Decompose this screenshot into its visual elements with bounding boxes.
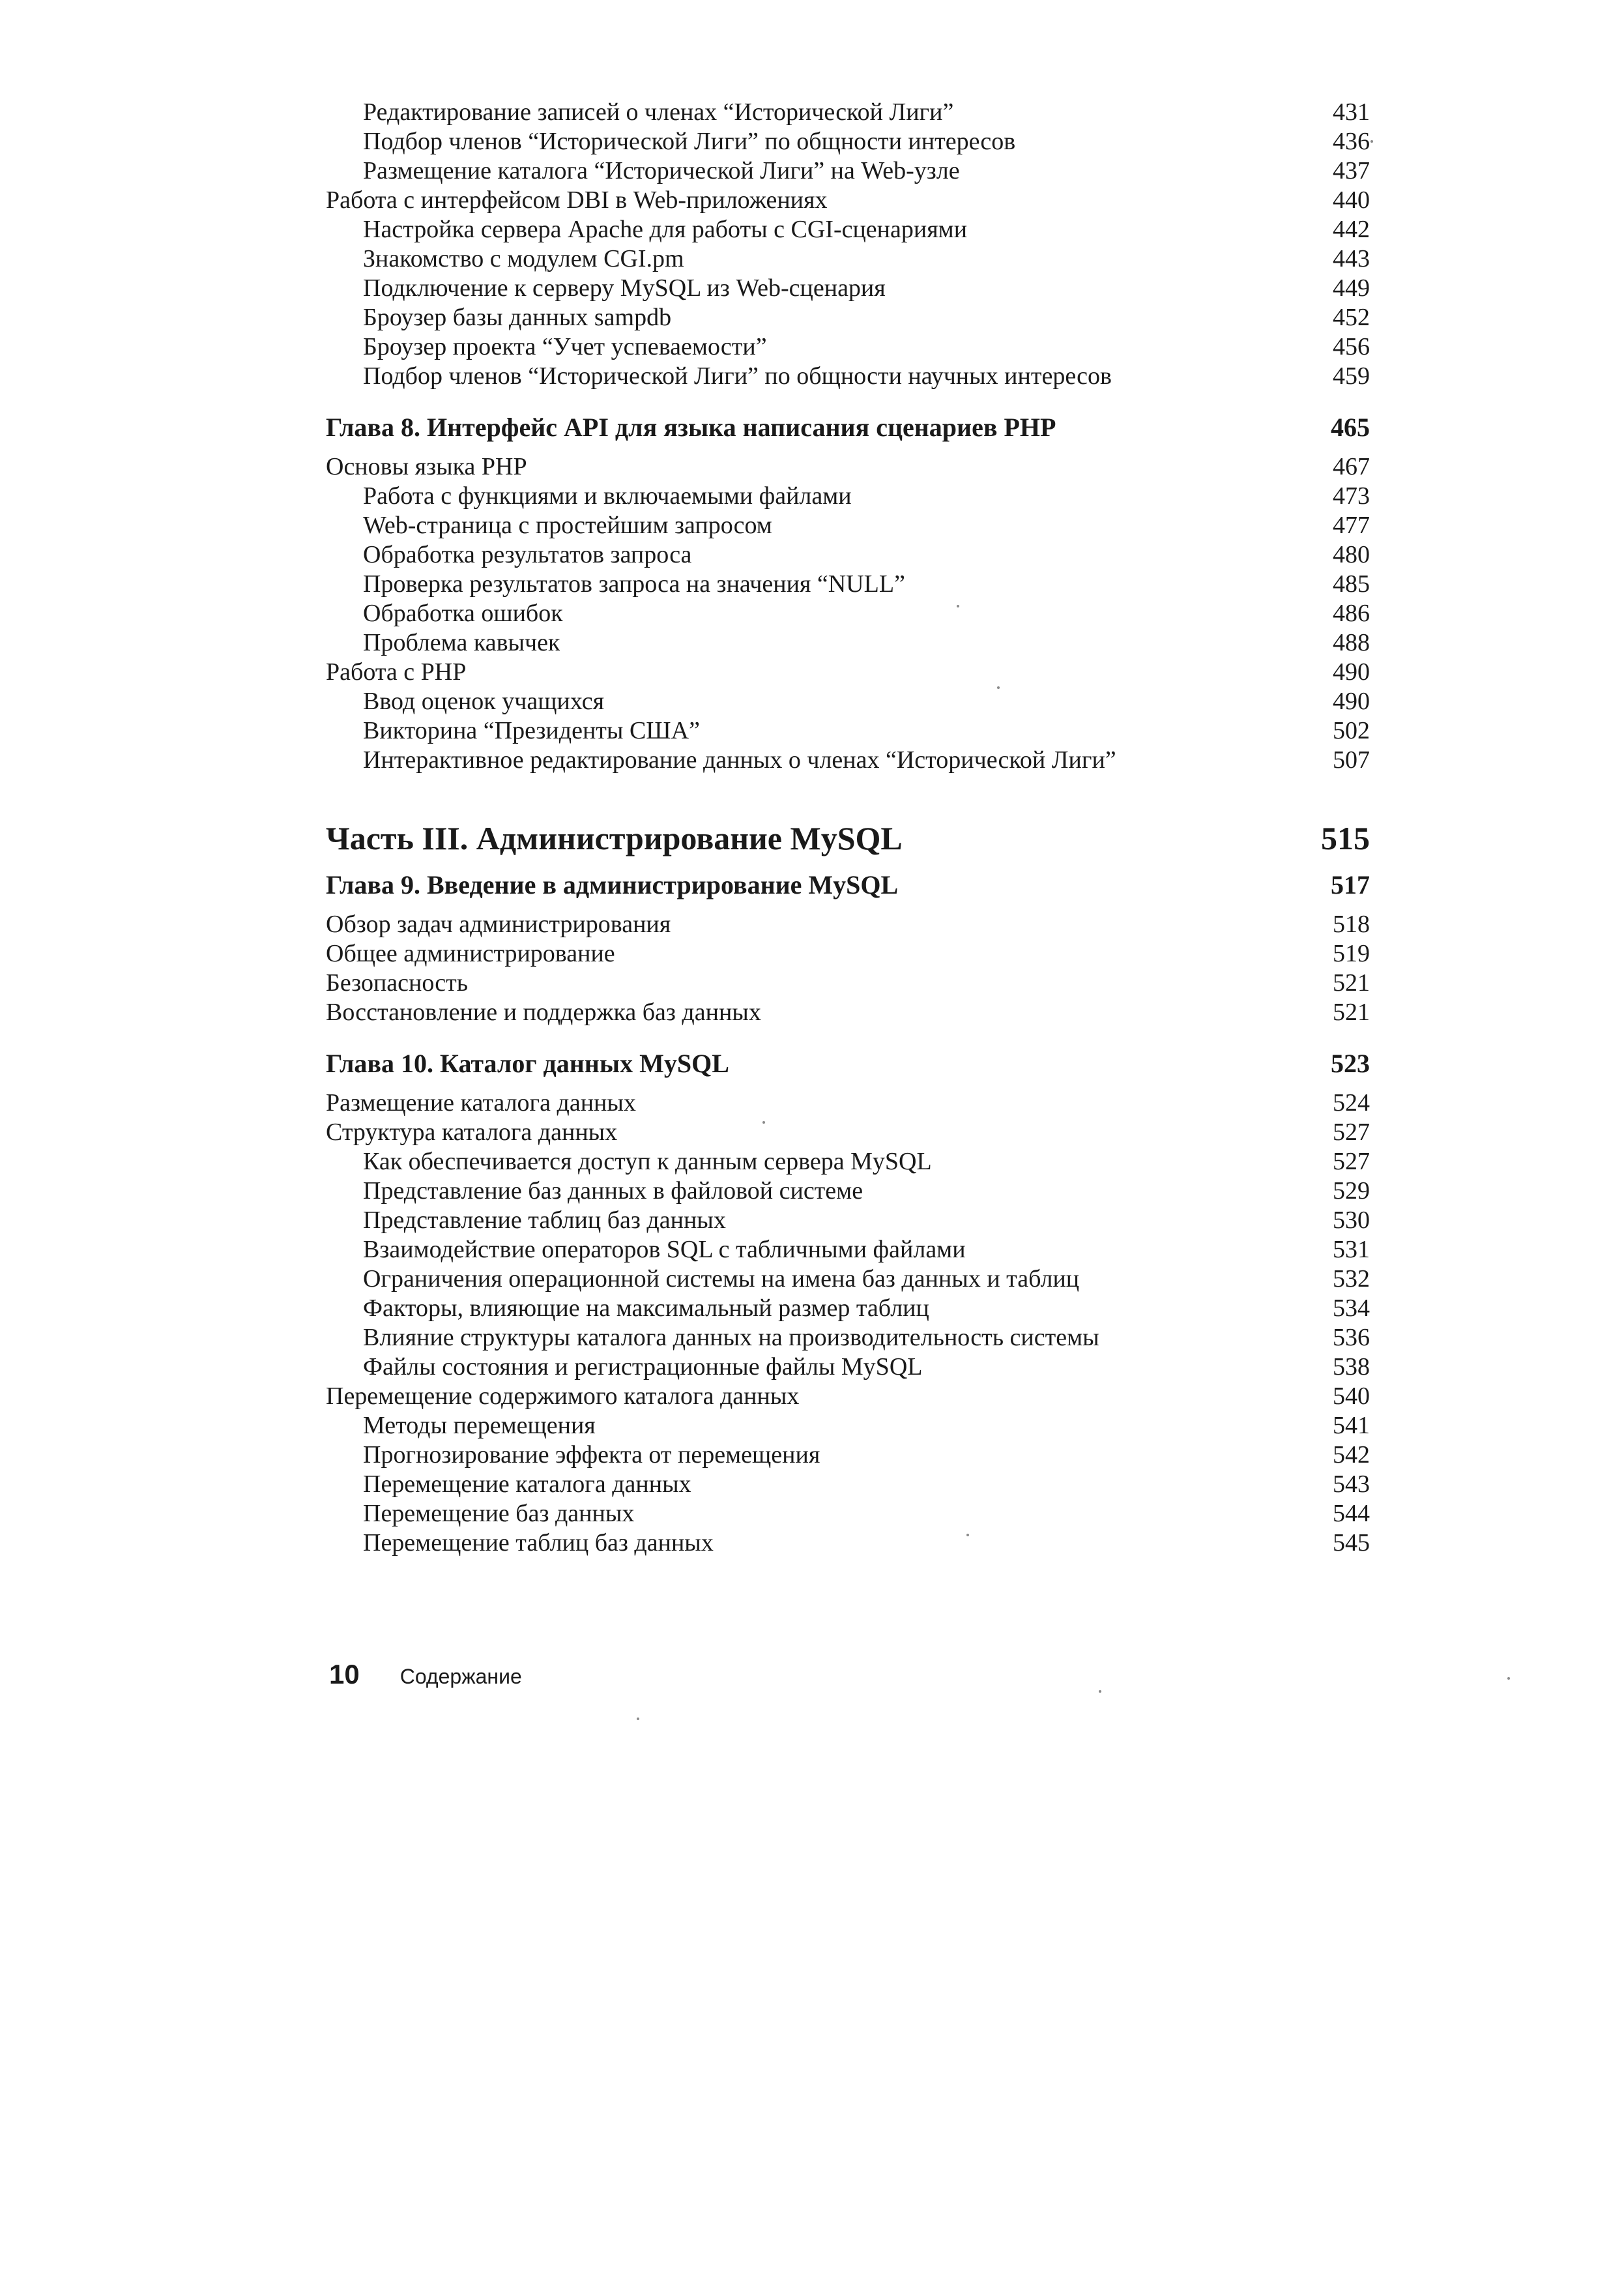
toc-entry-title: Основы языка PHP [326, 453, 527, 480]
toc-subentry [326, 1294, 1370, 1323]
toc-entry-page: 540 [1333, 1382, 1370, 1410]
toc-subentry-page: 442 [1333, 216, 1370, 243]
chapter-heading-page: 517 [1331, 870, 1370, 899]
toc-entry-page: 524 [1333, 1089, 1370, 1117]
toc-subentry-page: 534 [1333, 1294, 1370, 1322]
toc-entry [326, 1118, 1370, 1147]
toc-entry [326, 658, 1370, 687]
toc-subentry-title: Проблема кавычек [363, 629, 560, 656]
toc-subentry-page: 459 [1333, 362, 1370, 390]
toc-subentry-title: Как обеспечивается доступ к данным сервера MySQL [363, 1148, 932, 1175]
toc-entry [326, 969, 1370, 998]
toc-entry [326, 186, 1370, 215]
toc-subentry [326, 303, 1370, 332]
toc-subentry [326, 716, 1370, 746]
toc-subentry [326, 1528, 1370, 1558]
toc-subentry-title: Броузер базы данных sampdb [363, 304, 672, 331]
chapter-heading-title: Глава 9. Введение в администрирование MySQL [326, 870, 899, 899]
toc-subentry-page: 538 [1333, 1353, 1370, 1381]
toc-entry-title: Безопасность [326, 969, 469, 997]
toc-subentry-title: Обработка ошибок [363, 600, 563, 627]
toc-subentry [326, 244, 1370, 274]
toc-subentry [326, 1264, 1370, 1294]
toc-subentry [326, 482, 1370, 511]
toc-entry-title: Работа с интерфейсом DBI в Web-приложениях [326, 186, 828, 214]
toc-subentry-page: 542 [1333, 1441, 1370, 1469]
toc-subentry-title: Проверка результатов запроса на значения “NULL” [363, 570, 905, 598]
toc-subentry-page: 541 [1333, 1412, 1370, 1439]
toc-subentry [326, 570, 1370, 599]
chapter-heading [326, 409, 1370, 446]
toc-entry [326, 910, 1370, 939]
toc-subentry-page: 431 [1333, 98, 1370, 126]
toc-subentry-title: Подключение к серверу MySQL из Web-сценария [363, 274, 886, 302]
toc-subentry-page: 488 [1333, 629, 1370, 656]
page-footer [329, 1659, 522, 1690]
page-number: 10 [329, 1659, 360, 1689]
toc-entry-page: 440 [1333, 186, 1370, 214]
toc-subentry [326, 127, 1370, 156]
scan-speck [1099, 1690, 1101, 1693]
scan-speck [966, 1534, 969, 1536]
toc-subentry [326, 156, 1370, 186]
toc-subentry-page: 544 [1333, 1500, 1370, 1527]
toc-subentry-page: 543 [1333, 1470, 1370, 1498]
toc-subentry [326, 746, 1370, 775]
toc-subentry [326, 1323, 1370, 1352]
toc-subentry [326, 332, 1370, 362]
toc-entry-page: 518 [1333, 911, 1370, 938]
toc-subentry-page: 502 [1333, 717, 1370, 744]
toc-subentry-page: 473 [1333, 482, 1370, 510]
toc-subentry-page: 536 [1333, 1324, 1370, 1351]
toc-subentry-page: 485 [1333, 570, 1370, 598]
toc-entry-page: 521 [1333, 969, 1370, 997]
toc-subentry-title: Взаимодействие операторов SQL с табличными файлами [363, 1236, 966, 1263]
toc-subentry [326, 98, 1370, 127]
toc-subentry-title: Представление таблиц баз данных [363, 1206, 726, 1234]
toc-subentry [326, 687, 1370, 716]
toc-entry-title: Восстановление и поддержка баз данных [326, 999, 761, 1026]
toc-entry-page: 519 [1333, 940, 1370, 967]
toc-subentry-page: 507 [1333, 746, 1370, 774]
toc-subentry-title: Методы перемещения [363, 1412, 596, 1439]
toc-subentry-page: 477 [1333, 512, 1370, 539]
toc-subentry-title: Представление баз данных в файловой системе [363, 1177, 863, 1205]
toc-entry-title: Работа с PHP [326, 658, 467, 686]
toc-subentry [326, 1352, 1370, 1382]
toc-subentry-page: 449 [1333, 274, 1370, 302]
toc-subentry-page: 527 [1333, 1148, 1370, 1175]
running-footer-label: Содержание [399, 1665, 522, 1688]
toc-subentry-title: Знакомство с модулем CGI.pm [363, 245, 684, 272]
toc-entry-title: Общее администрирование [326, 940, 615, 967]
toc-subentry-title: Перемещение баз данных [363, 1500, 635, 1527]
chapter-heading-title: Глава 8. Интерфейс API для языка написания сценариев PHP [326, 413, 1056, 442]
toc-subentry-title: Броузер проекта “Учет успеваемости” [363, 333, 767, 360]
toc-subentry-page: 486 [1333, 600, 1370, 627]
table-of-contents [326, 98, 1370, 1558]
toc-entry-title: Структура каталога данных [326, 1118, 618, 1146]
toc-subentry-page: 530 [1333, 1206, 1370, 1234]
chapter-heading [326, 1045, 1370, 1083]
toc-subentry [326, 1147, 1370, 1177]
toc-subentry [326, 1235, 1370, 1264]
toc-subentry [326, 628, 1370, 658]
toc-subentry-page: 436 [1333, 128, 1370, 155]
toc-subentry-title: Факторы, влияющие на максимальный размер таблиц [363, 1294, 929, 1322]
scan-speck [762, 1121, 765, 1124]
part-heading [326, 815, 1370, 861]
scan-speck [997, 686, 1000, 689]
toc-subentry [326, 599, 1370, 628]
toc-subentry-title: Настройка сервера Apache для работы с CGI-сценариями [363, 216, 968, 243]
part-heading-page: 515 [1321, 820, 1370, 856]
chapter-heading-page: 523 [1331, 1049, 1370, 1078]
toc-subentry [326, 540, 1370, 570]
toc-subentry [326, 274, 1370, 303]
toc-entry [326, 452, 1370, 482]
toc-subentry [326, 215, 1370, 244]
toc-subentry-title: Ввод оценок учащихся [363, 688, 605, 715]
toc-subentry-page: 437 [1333, 157, 1370, 184]
scan-speck [1370, 140, 1373, 143]
toc-subentry-title: Ограничения операционной системы на имена баз данных и таблиц [363, 1265, 1080, 1293]
toc-subentry [326, 1470, 1370, 1499]
toc-subentry-page: 545 [1333, 1529, 1370, 1557]
toc-subentry-title: Викторина “Президенты США” [363, 717, 700, 744]
toc-subentry-page: 452 [1333, 304, 1370, 331]
toc-subentry [326, 1206, 1370, 1235]
chapter-heading-title: Глава 10. Каталог данных MySQL [326, 1049, 729, 1078]
toc-entry [326, 1382, 1370, 1411]
toc-entry-title: Размещение каталога данных [326, 1089, 636, 1117]
toc-entry-page: 521 [1333, 999, 1370, 1026]
toc-subentry-title: Работа с функциями и включаемыми файлами [363, 482, 852, 510]
toc-entry-title: Перемещение содержимого каталога данных [326, 1382, 800, 1410]
toc-subentry-title: Размещение каталога “Исторической Лиги” на Web-узле [363, 157, 960, 184]
chapter-heading-page: 465 [1331, 413, 1370, 442]
toc-subentry-title: Web-страница с простейшим запросом [363, 512, 772, 539]
scan-speck [637, 1718, 639, 1720]
toc-entry [326, 1089, 1370, 1118]
toc-entry-title: Обзор задач администрирования [326, 911, 671, 938]
toc-subentry-title: Редактирование записей о членах “Исторической Лиги” [363, 98, 954, 126]
scan-speck [1507, 1677, 1510, 1680]
toc-subentry-page: 480 [1333, 541, 1370, 568]
toc-entry-page: 490 [1333, 658, 1370, 686]
toc-subentry-title: Перемещение таблиц баз данных [363, 1529, 714, 1557]
toc-subentry-title: Перемещение каталога данных [363, 1470, 691, 1498]
toc-subentry-page: 443 [1333, 245, 1370, 272]
toc-entry [326, 939, 1370, 969]
toc-entry-page: 527 [1333, 1118, 1370, 1146]
toc-subentry-page: 529 [1333, 1177, 1370, 1205]
toc-subentry [326, 1499, 1370, 1528]
toc-entry [326, 998, 1370, 1027]
toc-subentry [326, 1411, 1370, 1440]
scan-speck [957, 605, 959, 607]
part-heading-title: Часть III. Администрирование MySQL [326, 820, 903, 856]
toc-subentry-page: 490 [1333, 688, 1370, 715]
toc-subentry-title: Файлы состояния и регистрационные файлы MySQL [363, 1353, 923, 1381]
toc-subentry-page: 532 [1333, 1265, 1370, 1293]
toc-subentry [326, 362, 1370, 391]
toc-subentry-page: 456 [1333, 333, 1370, 360]
toc-subentry-title: Подбор членов “Исторической Лиги” по общности интересов [363, 128, 1016, 155]
toc-subentry [326, 511, 1370, 540]
toc-subentry [326, 1177, 1370, 1206]
toc-subentry-title: Интерактивное редактирование данных о членах “Исторической Лиги” [363, 746, 1116, 774]
toc-subentry-title: Обработка результатов запроса [363, 541, 692, 568]
chapter-heading [326, 866, 1370, 904]
toc-subentry-title: Прогнозирование эффекта от перемещения [363, 1441, 820, 1469]
toc-subentry-page: 531 [1333, 1236, 1370, 1263]
toc-subentry-title: Подбор членов “Исторической Лиги” по общности научных интересов [363, 362, 1112, 390]
toc-subentry-title: Влияние структуры каталога данных на производительность системы [363, 1324, 1099, 1351]
toc-entry-page: 467 [1333, 453, 1370, 480]
toc-subentry [326, 1440, 1370, 1470]
